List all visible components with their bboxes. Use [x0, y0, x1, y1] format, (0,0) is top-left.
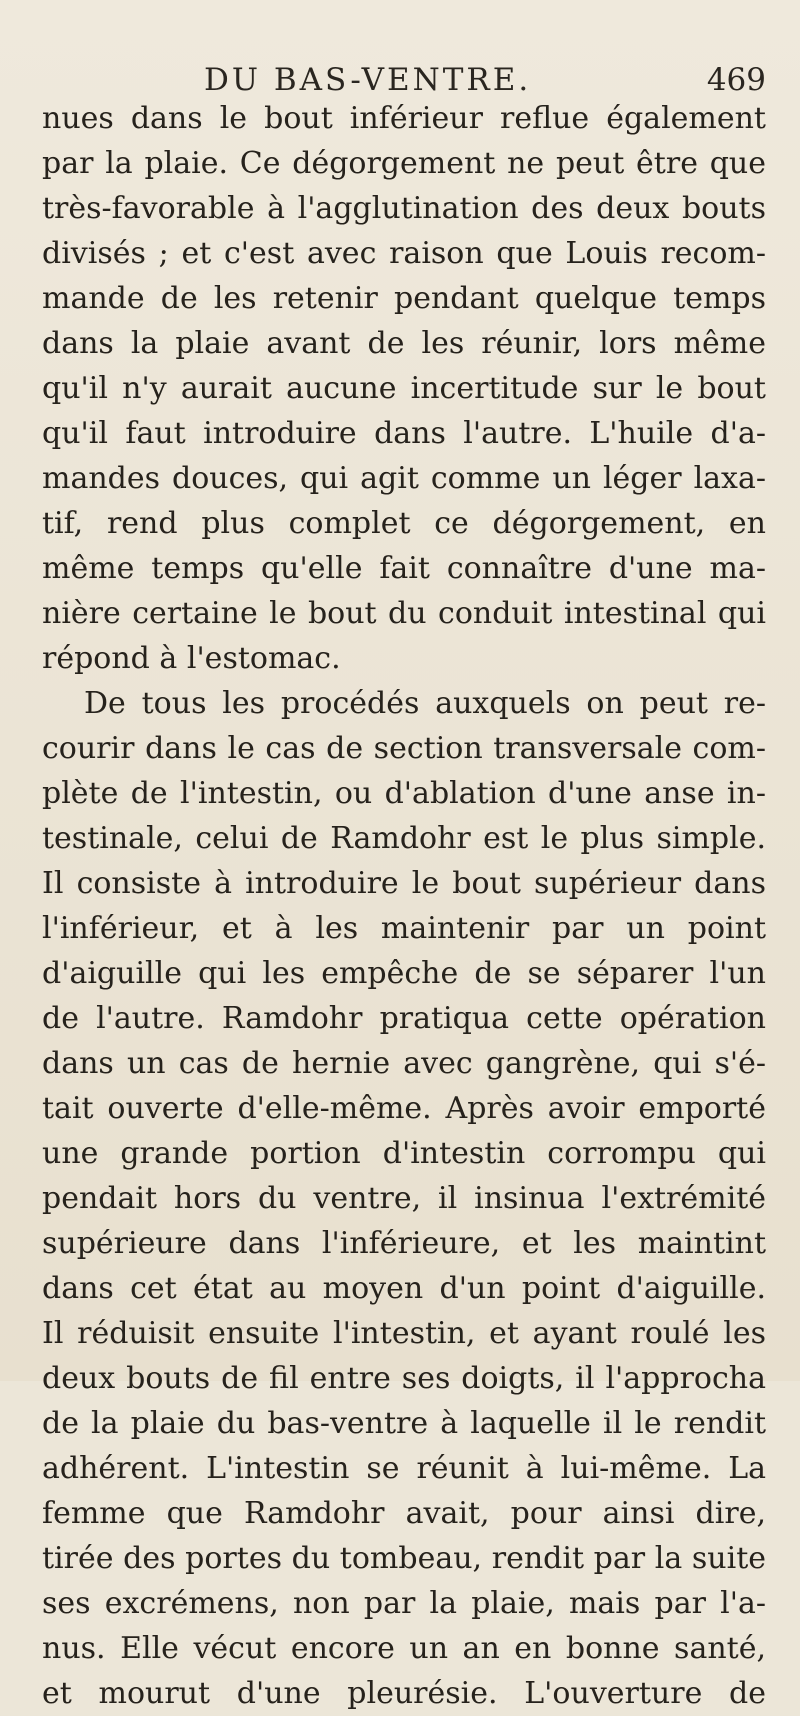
text-line: dans un cas de hernie avec gangrène, qui s'é- — [42, 1046, 766, 1081]
text-line: et mourut d'une pleurésie. L'ouverture de — [42, 1676, 766, 1711]
text-line: femme que Ramdohr avait, pour ainsi dire, — [42, 1496, 766, 1531]
text-line: tirée des portes du tombeau, rendit par la suite — [42, 1541, 766, 1576]
text-line: l'inférieur, et à les maintenir par un point — [42, 911, 766, 946]
running-title: DU BAS-VENTRE. — [204, 62, 532, 98]
paragraph-start-line: De tous les procédés auxquels on peut re- — [84, 686, 766, 721]
text-line: de l'autre. Ramdohr pratiqua cette opération — [42, 1001, 766, 1036]
text-line: Il réduisit ensuite l'intestin, et ayant roulé les — [42, 1316, 766, 1351]
text-line: nues dans le bout inférieur reflue également — [42, 101, 766, 136]
text-line: adhérent. L'intestin se réunit à lui-même. La — [42, 1451, 766, 1486]
page-number: 469 — [706, 62, 766, 98]
text-line: ses excrémens, non par la plaie, mais par l'a- — [42, 1586, 766, 1621]
text-line: d'aiguille qui les empêche de se séparer l'un — [42, 956, 766, 991]
text-line: même temps qu'elle fait connaître d'une ma- — [42, 551, 766, 586]
text-line: plète de l'intestin, ou d'ablation d'une anse in- — [42, 776, 766, 811]
text-line: qu'il faut introduire dans l'autre. L'huile d'a- — [42, 416, 766, 451]
text-line: qu'il n'y aurait aucune incertitude sur le bout — [42, 371, 766, 406]
text-line: mande de les retenir pendant quelque temps — [42, 281, 766, 316]
text-line: deux bouts de fil entre ses doigts, il l'approcha — [42, 1361, 766, 1396]
text-line: pendait hors du ventre, il insinua l'extrémité — [42, 1181, 766, 1216]
paragraph-end-line: répond à l'estomac. — [42, 641, 341, 676]
text-line: divisés ; et c'est avec raison que Louis recom- — [42, 236, 766, 271]
text-line: une grande portion d'intestin corrompu qui — [42, 1136, 766, 1171]
text-line: mandes douces, qui agit comme un léger laxa- — [42, 461, 766, 496]
text-line: très-favorable à l'agglutination des deux bouts — [42, 191, 766, 226]
text-line: dans la plaie avant de les réunir, lors même — [42, 326, 766, 361]
text-line: de la plaie du bas-ventre à laquelle il le rendit — [42, 1406, 766, 1441]
text-line: tait ouverte d'elle-même. Après avoir emporté — [42, 1091, 766, 1126]
text-line: Il consiste à introduire le bout supérieur dans — [42, 866, 766, 901]
body-text — [42, 96, 766, 1716]
text-line: nière certaine le bout du conduit intestinal qui — [42, 596, 766, 631]
text-line: nus. Elle vécut encore un an en bonne santé, — [42, 1631, 766, 1666]
text-line: par la plaie. Ce dégorgement ne peut être que — [42, 146, 766, 181]
text-line: tif, rend plus complet ce dégorgement, en — [42, 506, 766, 541]
text-line: dans cet état au moyen d'un point d'aiguille. — [42, 1271, 766, 1306]
text-line: courir dans le cas de section transversale com- — [42, 731, 766, 766]
text-line: testinale, celui de Ramdohr est le plus simple. — [42, 821, 766, 856]
text-line: supérieure dans l'inférieure, et les maintint — [42, 1226, 766, 1261]
